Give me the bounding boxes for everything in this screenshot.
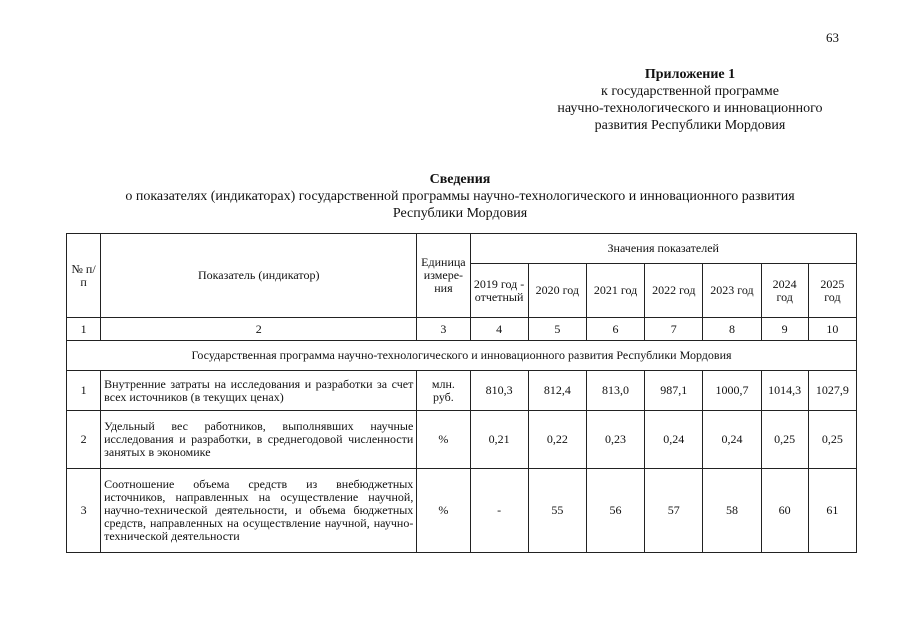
year-header: 2023 год — [703, 264, 761, 318]
column-number: 3 — [417, 318, 470, 341]
row-value: 0,21 — [470, 411, 528, 469]
row-unit: млн. руб. — [417, 371, 470, 411]
column-number: 4 — [470, 318, 528, 341]
year-header: 2019 год - отчетный — [470, 264, 528, 318]
column-number: 6 — [586, 318, 644, 341]
header-num: № п/п — [67, 234, 101, 318]
heading-title: Сведения — [429, 172, 491, 187]
row-value: 987,1 — [645, 371, 703, 411]
appendix-line-3: развития Республики Мордовия — [594, 118, 786, 133]
column-number: 2 — [101, 318, 417, 341]
year-header: 2025 год — [808, 264, 856, 318]
row-value: 0,22 — [528, 411, 586, 469]
header-unit: Единица измере-ния — [417, 234, 470, 318]
year-header: 2022 год — [645, 264, 703, 318]
row-value: 0,25 — [808, 411, 856, 469]
row-value: 60 — [761, 469, 808, 553]
header-values: Значения показателей — [470, 234, 857, 264]
row-value: 810,3 — [470, 371, 528, 411]
row-value: 812,4 — [528, 371, 586, 411]
header-indicator: Показатель (индикатор) — [101, 234, 417, 318]
appendix-title: Приложение 1 — [644, 67, 736, 82]
row-value: 61 — [808, 469, 856, 553]
appendix-line-2: научно-технологического и инновационного — [557, 101, 823, 116]
row-value: 1014,3 — [761, 371, 808, 411]
row-number: 2 — [67, 411, 101, 469]
row-indicator: Удельный вес работников, выполнявших научные исследования и разработки, в среднегодовой численности занятых в экономике — [101, 411, 417, 469]
year-header: 2024 год — [761, 264, 808, 318]
column-number: 1 — [67, 318, 101, 341]
table-row — [67, 371, 857, 411]
column-numbers-row — [67, 318, 857, 341]
row-number: 3 — [67, 469, 101, 553]
table-row — [67, 469, 857, 553]
row-value: 55 — [528, 469, 586, 553]
row-value: 58 — [703, 469, 761, 553]
document-heading — [70, 171, 850, 222]
row-value: 813,0 — [586, 371, 644, 411]
row-value: 57 — [645, 469, 703, 553]
column-number: 7 — [645, 318, 703, 341]
row-number: 1 — [67, 371, 101, 411]
heading-line-1: о показателях (индикаторах) государственной программы научно-технологического и инновационного развития — [125, 189, 795, 204]
row-indicator: Внутренние затраты на исследования и разработки за счет всех источников (в текущих ценах) — [101, 371, 417, 411]
row-value: 0,23 — [586, 411, 644, 469]
row-value: - — [470, 469, 528, 553]
row-indicator: Соотношение объема средств из внебюджетных источников, направленных на осуществление научной, научно-технической деятельности, и объема бюджетных средств, направленных на осуществление научной, научно-технической деятельности — [101, 469, 417, 553]
table-row — [67, 411, 857, 469]
row-unit: % — [417, 469, 470, 553]
appendix-line-1: к государственной программе — [601, 84, 779, 99]
row-value: 1027,9 — [808, 371, 856, 411]
row-value: 56 — [586, 469, 644, 553]
column-number: 10 — [808, 318, 856, 341]
year-header: 2021 год — [586, 264, 644, 318]
indicators-table — [66, 233, 857, 553]
row-unit: % — [417, 411, 470, 469]
year-header: 2020 год — [528, 264, 586, 318]
page-number: 63 — [826, 30, 839, 45]
row-value: 0,24 — [703, 411, 761, 469]
row-value: 1000,7 — [703, 371, 761, 411]
column-number: 5 — [528, 318, 586, 341]
row-value: 0,25 — [761, 411, 808, 469]
section-row — [67, 341, 857, 371]
section-title: Государственная программа научно-технологического и инновационного развития Республики Мордовия — [67, 341, 857, 371]
appendix-block — [520, 66, 860, 134]
column-number: 9 — [761, 318, 808, 341]
row-value: 0,24 — [645, 411, 703, 469]
column-number: 8 — [703, 318, 761, 341]
heading-line-2: Республики Мордовия — [392, 206, 528, 221]
